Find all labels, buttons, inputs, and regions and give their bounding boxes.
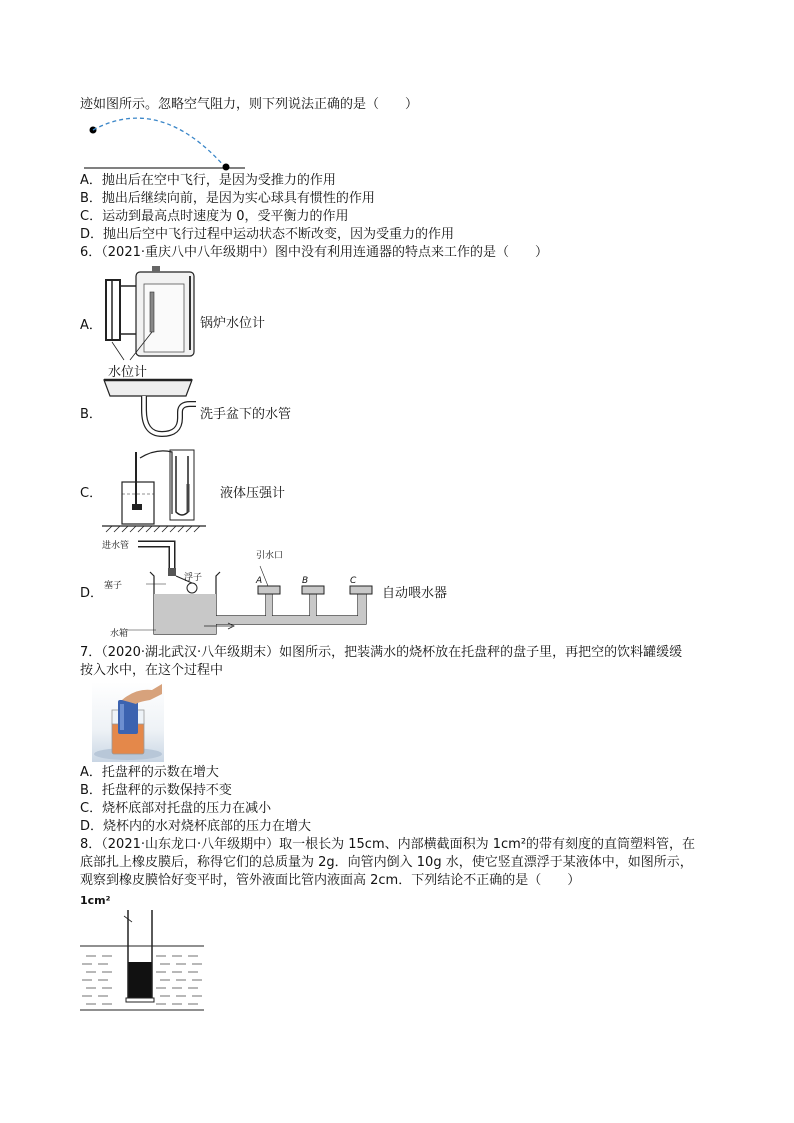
- q6-a-letter[interactable]: A．: [80, 318, 102, 333]
- q6-d-letter[interactable]: D．: [80, 586, 104, 601]
- q6-b-sink-figure: [100, 376, 200, 440]
- q7-option-d[interactable]: D．烧杯内的水对烧杯底部的压力在增大: [80, 819, 312, 834]
- q6-a-boiler-figure: [98, 266, 208, 362]
- q6-stem: 6．（2021·重庆八中八年级期中）图中没有利用连通器的特点来工作的是（ ）: [80, 245, 548, 260]
- d-label-b: B: [302, 576, 309, 586]
- q5-trajectory-figure: [80, 112, 250, 172]
- d-label-tank: 水箱: [110, 629, 129, 639]
- q6-a-caption: 锅炉水位计: [200, 316, 266, 331]
- q7-option-a[interactable]: A．托盘秤的示数在增大: [80, 765, 219, 780]
- q7-option-b[interactable]: B．托盘秤的示数保持不变: [80, 783, 232, 798]
- q6-c-letter[interactable]: C．: [80, 486, 103, 501]
- q8-stem-line2: 底部扎上橡皮膜后，称得它们的总质量为 2g．向管内倒入 10g 水，使它竖直漂浮于某液体中，如图所示，: [80, 855, 693, 870]
- q5-option-a[interactable]: A．抛出后在空中飞行，是因为受推力的作用: [80, 173, 336, 188]
- q6-d-water-feeder-figure: [100, 534, 375, 640]
- q5-option-c[interactable]: C．运动到最高点时速度为 0，受平衡力的作用: [80, 209, 349, 224]
- d-label-plug: 塞子: [104, 581, 123, 591]
- q7-beaker-photo: [92, 682, 164, 762]
- ball-end: [223, 164, 230, 171]
- q5-option-b[interactable]: B．抛出后继续向前，是因为实心球具有惯性的作用: [80, 191, 375, 206]
- q6-c-caption: 液体压强计: [220, 486, 286, 501]
- q8-stem-line3: 观察到橡皮膜恰好变平时，管外液面比管内液面高 2cm．下列结论不正确的是（ ）: [80, 873, 581, 888]
- q6-b-letter[interactable]: B．: [80, 407, 102, 422]
- q6-d-caption: 自动喂水器: [382, 586, 448, 601]
- q6-c-pressure-gauge-figure: [100, 444, 210, 534]
- q7-stem-line1: 7．（2020·湖北武汉·八年级期末）如图所示，把装满水的烧杯放在托盘秤的盘子里，再把空的饮料罐缓缓: [80, 645, 683, 660]
- q8-stem-line1: 8．（2021·山东龙口·八年级期中）取一根长为 15cm、内部横截面积为 1cm²的带有刻度的直筒塑料管，在: [80, 837, 696, 852]
- d-label-c: C: [350, 576, 357, 586]
- q8-tube-figure: [80, 906, 206, 1012]
- q7-stem-line2: 按入水中，在这个过程中: [80, 663, 224, 678]
- d-label-float: 浮子: [184, 573, 203, 583]
- q6-b-caption: 洗手盆下的水管: [200, 407, 292, 422]
- q5-stem: 迹如图所示。忽略空气阻力，则下列说法正确的是（ ）: [80, 97, 419, 112]
- q5-option-d[interactable]: D．抛出后空中飞行过程中运动状态不断改变，因为受重力的作用: [80, 227, 455, 242]
- d-label-outlet: 引水口: [256, 551, 284, 561]
- q8-fig-label: 1cm²: [80, 894, 111, 907]
- trajectory-path: [93, 118, 225, 167]
- q7-option-c[interactable]: C．烧杯底部对托盘的压力在减小: [80, 801, 272, 816]
- q6-a-sub-label: 水位计: [108, 365, 148, 380]
- d-label-a: A: [256, 576, 263, 586]
- d-label-inlet: 进水管: [102, 541, 130, 551]
